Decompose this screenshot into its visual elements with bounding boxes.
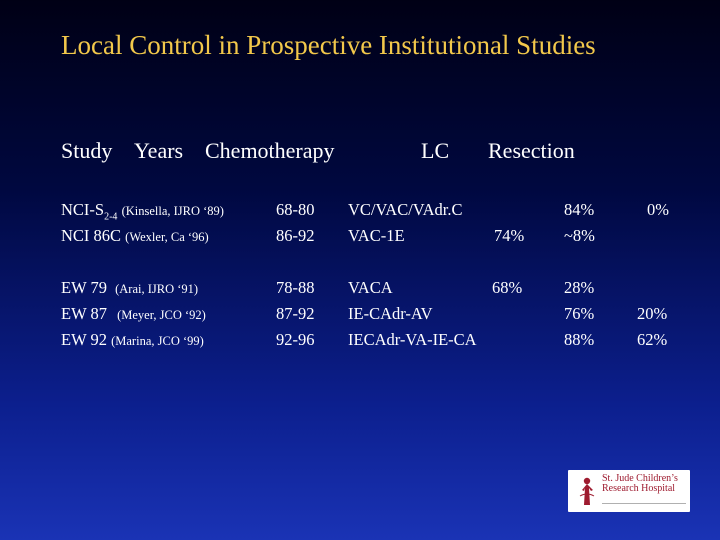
chemotherapy-value: IE-CAdr-AV [348,304,433,323]
chemotherapy-value: VC/VAC/VAdr.C [348,200,463,219]
slide-title: Local Control in Prospective Institutional Studies [61,30,596,60]
study-name: NCI 86C [61,226,122,245]
percent-a-value: ~8% [564,226,595,245]
table-row [61,226,209,247]
header-chemotherapy: Chemotherapy [205,138,335,163]
study-citation: (Wexler, Ca ‘96) [125,230,209,244]
st-jude-figure-icon [576,476,598,506]
study-name: EW 87 [61,304,107,323]
percent-b-value: 20% [637,304,668,323]
hospital-logo [568,470,690,512]
percent-a-value: 88% [564,330,595,349]
years-value: 86-92 [276,226,315,245]
chemotherapy-value: VAC-1E [348,226,405,245]
percent-b-value: 0% [647,200,669,219]
years-value: 68-80 [276,200,315,219]
table-row [61,200,224,221]
logo-divider [602,503,686,507]
table-row [61,330,204,351]
header-study: Study [61,138,113,163]
table-row [61,278,198,299]
percent-a-value: 28% [564,278,595,297]
lc-value: 68% [492,278,523,297]
chemotherapy-value: VACA [348,278,393,297]
years-value: 87-92 [276,304,315,323]
study-citation: (Arai, IJRO ‘91) [115,282,199,296]
lc-value: 74% [494,226,525,245]
chemotherapy-value: IECAdr-VA-IE-CA [348,330,477,349]
study-citation: (Marina, JCO ‘99) [111,334,204,348]
study-name: EW 92 [61,330,107,349]
header-lc: LC [421,138,450,163]
percent-a-value: 76% [564,304,595,323]
years-value: 78-88 [276,278,315,297]
percent-b-value: 62% [637,330,668,349]
study-citation: (Kinsella, IJRO ‘89) [121,204,224,218]
percent-a-value: 84% [564,200,595,219]
logo-text: St. Jude Children’s Research Hospital [602,473,678,494]
study-name: EW 79 [61,278,107,297]
years-value: 92-96 [276,330,315,349]
table-row [61,304,206,325]
study-name: NCI-$S_{2-4}$ [61,200,118,223]
header-resection: Resection [488,138,575,163]
header-years: Years [134,138,184,163]
study-citation: (Meyer, JCO ‘92) [117,308,206,322]
